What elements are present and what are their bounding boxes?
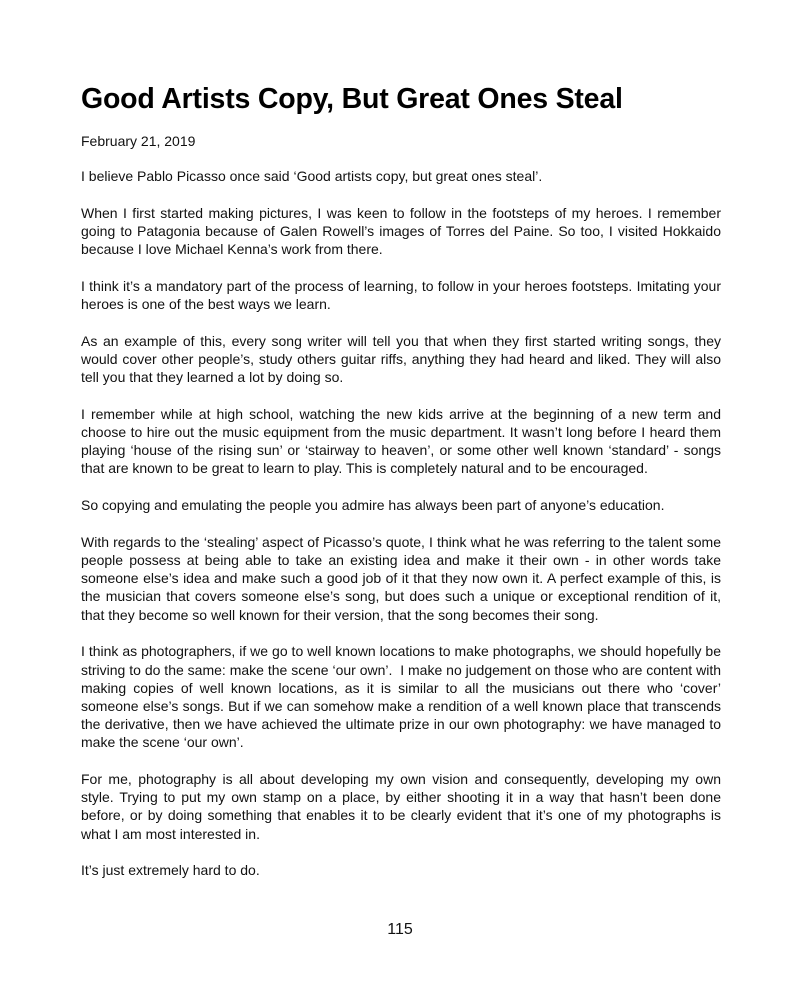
- article-date: February 21, 2019: [81, 133, 196, 149]
- paragraph: When I first started making pictures, I was keen to follow in the footsteps of my heroes. I remember going to Patagonia because of Galen Rowell’s images of Torres del Paine. So too, I visited Hokkaido because I love Michael Kenna’s work from there.: [81, 204, 725, 258]
- paragraph: I think it’s a mandatory part of the process of learning, to follow in your heroes footsteps. Imitating your heroes is one of the best ways we learn.: [81, 277, 725, 313]
- paragraph: So copying and emulating the people you admire has always been part of anyone’s education.: [81, 497, 665, 514]
- paragraph: I remember while at high school, watching the new kids arrive at the beginning of a new term and choose to hire out the music equipment from the music department. It wasn’t long before I heard them playing ‘house of the rising sun’ or ‘stairway to heaven’, or some other well known ‘standard’ - songs that are known to be great to learn to play. This is completely natural and to be encouraged.: [81, 405, 725, 477]
- paragraph: I think as photographers, if we go to well known locations to make photographs, we should hopefully be striving to do the same: make the scene ‘our own’. I make no judgement on those who are content with making copies of well known locations, as it is similar to all the musicians out there who ‘cover’ someone else’s songs. But if we can somehow make a rendition of a well known place that transcends the derivative, then we have achieved the ultimate prize in our own photography: we have managed to make the scene ‘our own’.: [81, 643, 725, 751]
- page-number: 115: [387, 921, 413, 938]
- paragraph: I believe Pablo Picasso once said ‘Good artists copy, but great ones steal’.: [81, 168, 543, 184]
- paragraph: For me, photography is all about developing my own vision and consequently, developing my own style. Trying to put my own stamp on a place, by either shooting it in a way that hasn’t been done before, or by doing something that enables it to be clearly evident that it’s one of my photographs is what I am most interested in.: [81, 771, 725, 842]
- paragraph: With regards to the ‘stealing’ aspect of Picasso’s quote, I think what he was referring to the talent some people possess at being able to take an existing idea and make it their own - in other words take someone else’s idea and make such a good job of it that they now own it. A perfect example of this, is the musician that covers someone else’s song, but does such a unique or exceptional rendition of it, that they become so well known for their version, that the song becomes their song.: [81, 533, 725, 623]
- paragraph: As an example of this, every song writer will tell you that when they first started writing songs, they would cover other people’s, study others guitar riffs, anything they had heard and liked. They will also tell you that they learned a lot by doing so.: [81, 332, 725, 386]
- article: [81, 80, 725, 880]
- article-title: Good Artists Copy, But Great Ones Steal: [81, 83, 623, 115]
- paragraph: It’s just extremely hard to do.: [81, 862, 260, 879]
